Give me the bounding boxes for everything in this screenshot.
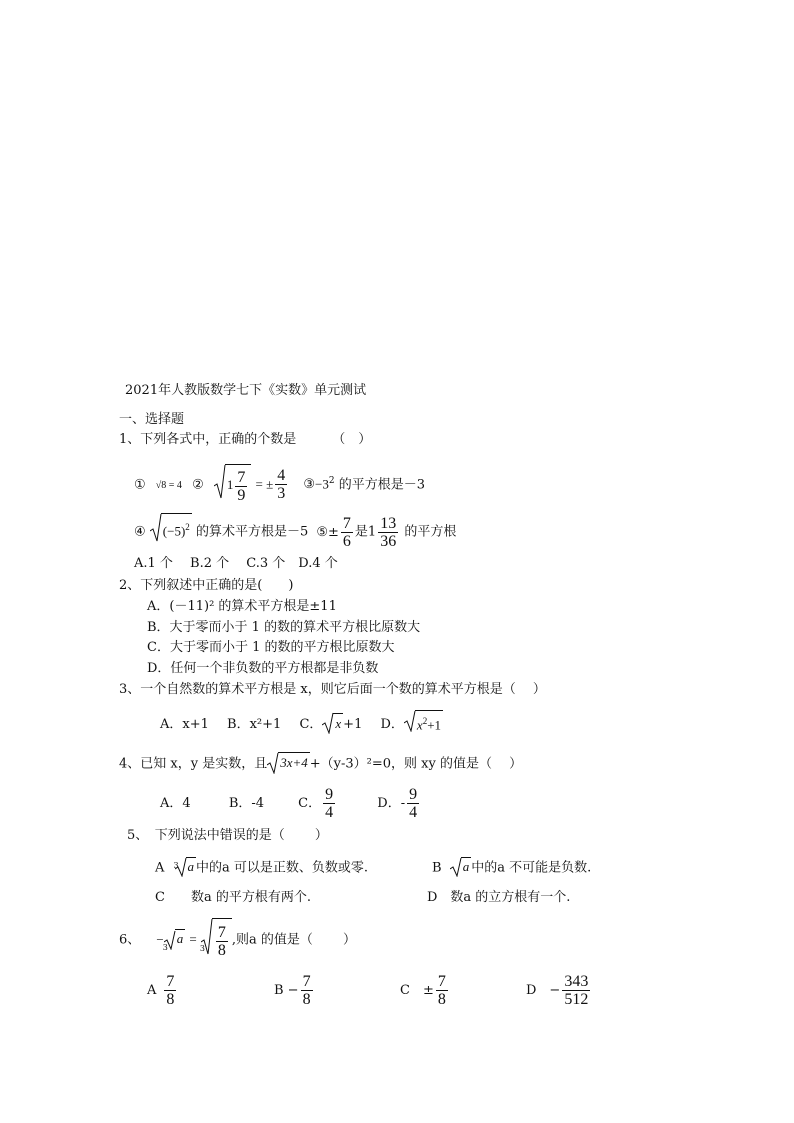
q5-b-sqrt: a xyxy=(450,857,472,879)
q1-item4-sqrt: $(-5)^2$ xyxy=(150,513,192,551)
q6-option-a: A $\frac{7}{8}$ xyxy=(147,973,175,1008)
q4-sqrt: 3x+4 xyxy=(267,752,310,776)
q1-stem: 1、下列各式中，正确的个数是 （ ） xyxy=(119,432,372,447)
q6-option-c: C ± $\frac{7}{8}$ xyxy=(400,973,446,1008)
q6-stem: 6、 − 3 a = 3 $\frac{7}{8}$ ,则a 的值是（ ） xyxy=(119,918,356,960)
q3-d-sqrt: $x^2+1$ xyxy=(404,710,443,739)
q6-option-d: D − $\frac{343}{512}$ xyxy=(526,973,589,1008)
q3-c-sqrt: x xyxy=(322,712,343,738)
q5-option-c: C 数a 的平方根有两个. xyxy=(155,890,311,905)
q5-stem: 5、 下列说法中错误的是（ ） xyxy=(127,828,328,843)
q4-options: A．4 B．-4 C． $\frac{9}{4}$ D．- $\frac{9}{4}$ xyxy=(160,786,418,821)
q2-stem: 2、下列叙述中正确的是( ) xyxy=(119,578,294,593)
q5-option-d: D 数a 的立方根有一个. xyxy=(427,890,571,905)
page-title: 2021年人教版数学七下《实数》单元测试 xyxy=(125,383,367,398)
q5-a-cuberoot: 3 a xyxy=(173,859,195,874)
q5-option-b: B a 中的a 不可能是负数. xyxy=(432,857,591,879)
q5-option-a: A 3 a 中的a 可以是正数、负数或零. xyxy=(155,857,368,879)
q6-rhs-cuberoot: 3 $\frac{7}{8}$ xyxy=(201,918,232,962)
q1-item1-expr: √8 = 4 xyxy=(155,480,182,492)
q2-option-a: A．(－11)² 的算术平方根是±11 xyxy=(147,599,337,614)
q1-items-row2: ④ $(-5)^2$ 的算术平方根是－5 ⑤± $\frac{7}{6}$ 是1 $\frac{13}{36}$ 的平方根 xyxy=(134,514,457,550)
section-heading: 一、选择题 xyxy=(119,412,185,427)
q6-option-b: B − $\frac{7}{8}$ xyxy=(274,973,311,1008)
q1-item2-sqrt: 1 $\frac{7}{9}$ xyxy=(214,464,252,505)
q2-option-c: C．大于零而小于 1 的数的平方根比原数大 xyxy=(147,640,395,655)
q6-lhs-cuberoot: 3 a xyxy=(162,931,184,952)
q1-items-row1: ① √8 = 4 ② 1 $\frac{7}{9}$ = ± $\frac{4}{3}$ $③-3^2$ 的平方根是－3 xyxy=(134,462,425,500)
q3-options: A．x+1 B．x²+1 C． x +1 D． $x^2+1$ xyxy=(160,710,443,736)
q4-stem: 4、已知 x，y 是实数，且 3x+4 +（y-3）²=0，则 xy 的值是（ ） xyxy=(119,752,522,776)
q1-options: A.1 个 B.2 个 C.3 个 D.4 个 xyxy=(134,556,338,571)
q3-stem: 3、一个自然数的算术平方根是 x，则它后面一个数的算术平方根是（ ） xyxy=(119,682,546,697)
q2-option-d: D．任何一个非负数的平方根都是非负数 xyxy=(147,661,379,676)
q2-option-b: B．大于零而小于 1 的数的算术平方根比原数大 xyxy=(147,620,421,635)
